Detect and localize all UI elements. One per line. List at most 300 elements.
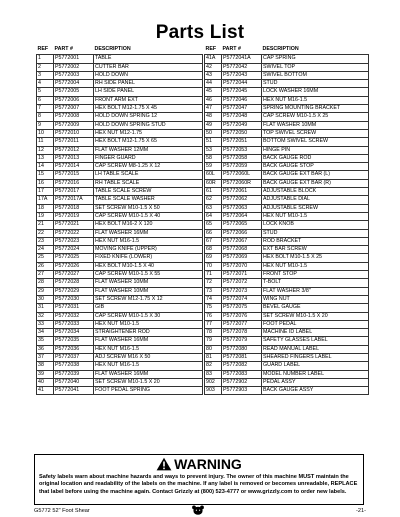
cell-ref: 58 <box>205 154 222 162</box>
col-header-ref: REF <box>205 46 217 52</box>
cell-ref: 82 <box>205 362 222 370</box>
cell-part-number: P5772015 <box>54 171 94 179</box>
table-row <box>37 254 203 262</box>
cell-ref: 17 <box>37 188 54 196</box>
cell-ref: 29 <box>37 287 54 295</box>
cell-part-number: P5772060L <box>222 171 262 179</box>
table-row <box>205 320 369 328</box>
table-row <box>37 287 203 295</box>
cell-part-number: P5772040 <box>54 378 94 386</box>
cell-ref: 41A <box>205 55 222 63</box>
table-row <box>37 204 203 212</box>
cell-part-number: P5772049 <box>222 121 262 129</box>
cell-description: FOOT PEDAL SPRING <box>94 387 203 395</box>
table-row <box>205 353 369 361</box>
table-row <box>37 229 203 237</box>
cell-ref: 8 <box>37 113 54 121</box>
cell-part-number: P5772025 <box>54 254 94 262</box>
cell-description: HEX NUT M10-1.5 <box>262 212 369 220</box>
cell-part-number: P5772046 <box>222 96 262 104</box>
table-row <box>37 304 203 312</box>
parts-table-body-left <box>37 55 203 395</box>
table-row <box>205 129 369 137</box>
warning-text: Safety labels warn about machine hazards and ways to prevent injury. The owner of this machine MUST maintain the original location and readability of the labels on the machine. If any label is removed or becomes unreadable, REPLACE that label before using the machine again. Contact Grizzly at (800) 523-4777 or www.grizzly.com to order new labels. <box>39 474 358 495</box>
cell-ref: 17A <box>37 196 54 204</box>
cell-description: GIB <box>94 304 203 312</box>
cell-description: HEX NUT M10-1.5 <box>94 320 203 328</box>
cell-part-number: P5772031 <box>54 304 94 312</box>
cell-part-number: P5772012 <box>54 146 94 154</box>
table-row <box>205 212 369 220</box>
cell-description: STUD <box>262 80 369 88</box>
cell-ref: 81 <box>205 353 222 361</box>
cell-part-number: P5772069 <box>222 254 262 262</box>
cell-ref: 73 <box>205 287 222 295</box>
cell-description: ADJUSTABLE BLOCK <box>262 188 369 196</box>
table-row <box>205 337 369 345</box>
cell-description: LH SIDE PANEL <box>94 88 203 96</box>
cell-part-number: P5772074 <box>222 295 262 303</box>
cell-description: HEX NUT M16-1.5 <box>94 237 203 245</box>
table-row <box>205 121 369 129</box>
cell-part-number: P5772041 <box>54 387 94 395</box>
cell-ref: 5 <box>37 88 54 96</box>
cell-ref: 48 <box>205 113 222 121</box>
cell-ref: 9 <box>37 121 54 129</box>
cell-part-number: P5772077 <box>222 320 262 328</box>
parts-table-right <box>204 46 369 395</box>
cell-description: MACHINE ID LABEL <box>262 329 369 337</box>
cell-ref: 62 <box>205 196 222 204</box>
cell-part-number: P5772001 <box>54 55 94 63</box>
cell-part-number: P5772068 <box>222 246 262 254</box>
cell-description: FLAT WASHER 10MM <box>262 121 369 129</box>
cell-ref: 36 <box>37 345 54 353</box>
table-row <box>205 138 369 146</box>
cell-ref: 21 <box>37 221 54 229</box>
cell-ref: 7 <box>37 105 54 113</box>
cell-description: ADJUSTABLE DIAL <box>262 196 369 204</box>
cell-ref: 74 <box>205 295 222 303</box>
cell-part-number: P5772041A <box>222 55 262 63</box>
cell-part-number: P5772002 <box>54 63 94 71</box>
cell-part-number: P5772038 <box>54 362 94 370</box>
cell-ref: 16 <box>37 179 54 187</box>
page-number: -21- <box>356 508 366 514</box>
cell-part-number: P5772006 <box>54 96 94 104</box>
cell-part-number: P5772029 <box>54 287 94 295</box>
cell-part-number: P5772075 <box>222 304 262 312</box>
cell-ref: 37 <box>37 353 54 361</box>
cell-description: LH TABLE SCALE <box>94 171 203 179</box>
cell-description: SWIVEL TOP <box>262 63 369 71</box>
cell-ref: 77 <box>205 320 222 328</box>
cell-ref: 41 <box>37 387 54 395</box>
cell-part-number: P5772072 <box>222 279 262 287</box>
cell-ref: 45 <box>205 88 222 96</box>
cell-part-number: P5772028 <box>54 279 94 287</box>
table-row <box>37 121 203 129</box>
cell-part-number: P5772080 <box>222 345 262 353</box>
table-row <box>205 113 369 121</box>
cell-ref: 70 <box>205 262 222 270</box>
cell-description: HEX BOLT M16-2 X 120 <box>94 221 203 229</box>
cell-description: FINGER GUARD <box>94 154 203 162</box>
table-row <box>37 129 203 137</box>
cell-description: RH SIDE PANEL <box>94 80 203 88</box>
table-header-row <box>37 46 203 55</box>
cell-description: HEX NUT M16-1.5 <box>94 362 203 370</box>
cell-part-number: P5772013 <box>54 154 94 162</box>
cell-description: TABLE <box>94 55 203 63</box>
cell-description: MOVING KNIFE (UPPER) <box>94 246 203 254</box>
cell-description: FLAT WASHER 16MM <box>94 370 203 378</box>
cell-part-number: P5772062 <box>222 196 262 204</box>
table-row <box>37 80 203 88</box>
cell-part-number: P5772065 <box>222 221 262 229</box>
table-row <box>37 113 203 121</box>
cell-description: CAP SCREW M10-1.5 X 30 <box>94 312 203 320</box>
table-row <box>37 138 203 146</box>
cell-ref: 22 <box>37 229 54 237</box>
table-row <box>37 370 203 378</box>
cell-description: READ MANUAL LABEL <box>262 345 369 353</box>
cell-description: HINGE PIN <box>262 146 369 154</box>
cell-description: BOTTOM SWIVEL SCREW <box>262 138 369 146</box>
cell-part-number: P5772033 <box>54 320 94 328</box>
cell-description: FRONT ARM EXT <box>94 96 203 104</box>
table-row <box>205 304 369 312</box>
table-row <box>205 196 369 204</box>
cell-description: MODEL NUMBER LABEL <box>262 370 369 378</box>
cell-part-number: P5772048 <box>222 113 262 121</box>
cell-ref: 60L <box>205 171 222 179</box>
table-row <box>37 63 203 71</box>
cell-description: ADJ SCREW M16 X 50 <box>94 353 203 361</box>
cell-ref: 53 <box>205 146 222 154</box>
cell-ref: 4 <box>37 80 54 88</box>
cell-description: FLAT WASHER 16MM <box>94 337 203 345</box>
cell-part-number: P5772005 <box>54 88 94 96</box>
cell-ref: 18 <box>37 204 54 212</box>
cell-part-number: P5772070 <box>222 262 262 270</box>
cell-ref: 43 <box>205 71 222 79</box>
cell-description: HEX NUT M10-1.5 <box>262 262 369 270</box>
cell-part-number: P5772053 <box>222 146 262 154</box>
cell-ref: 23 <box>37 237 54 245</box>
cell-ref: 902 <box>205 378 222 386</box>
cell-description: FRONT STOP <box>262 271 369 279</box>
cell-description: SET SCREW M10-1.5 X 50 <box>94 204 203 212</box>
cell-part-number: P5772034 <box>54 329 94 337</box>
table-row <box>205 229 369 237</box>
cell-part-number: P5772078 <box>222 329 262 337</box>
col-header-description: DESCRIPTION <box>94 46 131 52</box>
table-row <box>37 188 203 196</box>
cell-ref: 40 <box>37 378 54 386</box>
cell-ref: 903 <box>205 387 222 395</box>
table-row <box>205 271 369 279</box>
cell-description: HEX BOLT M10-1.5 X 25 <box>262 254 369 262</box>
cell-part-number: P5772037 <box>54 353 94 361</box>
table-row <box>37 279 203 287</box>
cell-ref: 44 <box>205 80 222 88</box>
cell-ref: 19 <box>37 212 54 220</box>
cell-description: EXT BAR SCREW <box>262 246 369 254</box>
table-row <box>37 154 203 162</box>
cell-description: CAP SCREW M10-1.5 X 55 <box>94 271 203 279</box>
table-row <box>37 337 203 345</box>
cell-ref: 1 <box>37 55 54 63</box>
table-row <box>205 345 369 353</box>
cell-description: TABLE SCALE WASHER <box>94 196 203 204</box>
table-row <box>205 295 369 303</box>
table-row <box>205 329 369 337</box>
cell-part-number: P5772010 <box>54 129 94 137</box>
cell-description: STRAIGHTENER ROD <box>94 329 203 337</box>
cell-description: HEX BOLT M12-1.75 X 65 <box>94 138 203 146</box>
cell-description: SET SCREW M10-1.5 X 20 <box>94 378 203 386</box>
cell-part-number: P5772008 <box>54 113 94 121</box>
table-row <box>37 221 203 229</box>
cell-description: ADJUSTABLE SCREW <box>262 204 369 212</box>
cell-part-number: P5772060R <box>222 179 262 187</box>
cell-part-number: P5772902 <box>222 378 262 386</box>
cell-ref: 32 <box>37 312 54 320</box>
table-row <box>37 271 203 279</box>
cell-part-number: P5772019 <box>54 212 94 220</box>
cell-part-number: P5772083 <box>222 370 262 378</box>
cell-ref: 39 <box>37 370 54 378</box>
cell-ref: 68 <box>205 246 222 254</box>
cell-ref: 59 <box>205 163 222 171</box>
cell-part-number: P5772047 <box>222 105 262 113</box>
cell-part-number: P5772036 <box>54 345 94 353</box>
cell-description: SPRING MOUNTING BRACKET <box>262 105 369 113</box>
table-row <box>205 387 369 395</box>
cell-description: FLAT WASHER 12MM <box>94 146 203 154</box>
cell-ref: 14 <box>37 163 54 171</box>
table-row <box>37 246 203 254</box>
cell-description: CUTTER BAR <box>94 63 203 71</box>
table-row <box>205 378 369 386</box>
cell-description: BEVEL GAUGE <box>262 304 369 312</box>
cell-description: FOOT PEDAL <box>262 320 369 328</box>
cell-ref: 15 <box>37 171 54 179</box>
cell-description: HEX BOLT M12-1.75 X 45 <box>94 105 203 113</box>
cell-description: BACK GAUGE ASSY <box>262 387 369 395</box>
table-row <box>37 312 203 320</box>
cell-ref: 11 <box>37 138 54 146</box>
cell-description: FLAT WASHER 16MM <box>94 229 203 237</box>
cell-part-number: P5772018 <box>54 204 94 212</box>
cell-description: HEX NUT M16-1.5 <box>262 96 369 104</box>
cell-part-number: P5772081 <box>222 353 262 361</box>
cell-description: CAP SCREW M8-1.25 X 12 <box>94 163 203 171</box>
cell-part-number: P5772064 <box>222 212 262 220</box>
table-row <box>205 154 369 162</box>
cell-part-number: P5772011 <box>54 138 94 146</box>
cell-ref: 80 <box>205 345 222 353</box>
cell-description: BACK GAUGE EXT BAR (L) <box>262 171 369 179</box>
table-row <box>37 378 203 386</box>
table-row <box>205 287 369 295</box>
cell-description: RH TABLE SCALE <box>94 179 203 187</box>
cell-description: ROD BRACKET <box>262 237 369 245</box>
cell-description: FLAT WASHER 10MM <box>94 287 203 295</box>
cell-part-number: P5772059 <box>222 163 262 171</box>
cell-part-number: P5772024 <box>54 246 94 254</box>
cell-part-number: P5772032 <box>54 312 94 320</box>
cell-description: TOP SWIVEL SCREW <box>262 129 369 137</box>
table-row <box>205 262 369 270</box>
table-row <box>37 163 203 171</box>
cell-part-number: P5772058 <box>222 154 262 162</box>
cell-part-number: P5772076 <box>222 312 262 320</box>
cell-ref: 63 <box>205 204 222 212</box>
cell-ref: 33 <box>37 320 54 328</box>
cell-ref: 83 <box>205 370 222 378</box>
cell-ref: 13 <box>37 154 54 162</box>
cell-description: CAP SCREW M10-1.5 X 40 <box>94 212 203 220</box>
table-row <box>205 171 369 179</box>
table-row <box>205 96 369 104</box>
table-row <box>205 188 369 196</box>
cell-part-number: P5772009 <box>54 121 94 129</box>
cell-ref: 31 <box>37 304 54 312</box>
table-row <box>205 246 369 254</box>
table-row <box>205 204 369 212</box>
table-row <box>37 179 203 187</box>
cell-ref: 28 <box>37 279 54 287</box>
table-row <box>37 105 203 113</box>
cell-ref: 46 <box>205 96 222 104</box>
cell-part-number: P5772017A <box>54 196 94 204</box>
cell-description: PEDAL ASSY <box>262 378 369 386</box>
cell-part-number: P5772067 <box>222 237 262 245</box>
col-header-ref: REF <box>37 46 49 52</box>
cell-ref: 79 <box>205 337 222 345</box>
table-row <box>37 345 203 353</box>
warning-box <box>34 454 364 505</box>
table-row <box>205 179 369 187</box>
cell-ref: 69 <box>205 254 222 262</box>
cell-description: HEX NUT M16-1.5 <box>94 345 203 353</box>
cell-part-number: P5772007 <box>54 105 94 113</box>
col-header-part: PART # <box>222 46 241 52</box>
cell-part-number: P5772003 <box>54 71 94 79</box>
table-row <box>205 221 369 229</box>
cell-description: SET SCREW M10-1.5 X 20 <box>262 312 369 320</box>
table-row <box>205 163 369 171</box>
cell-part-number: P5772030 <box>54 295 94 303</box>
cell-description: CAP SCREW M10-1.5 X 25 <box>262 113 369 121</box>
cell-ref: 49 <box>205 121 222 129</box>
cell-description: GUARD LABEL <box>262 362 369 370</box>
table-row <box>37 55 203 63</box>
cell-ref: 12 <box>37 146 54 154</box>
cell-ref: 51 <box>205 138 222 146</box>
cell-description: HOLD DOWN SPRING 12 <box>94 113 203 121</box>
cell-description: HEX BOLT M10-1.5 X 40 <box>94 262 203 270</box>
cell-ref: 10 <box>37 129 54 137</box>
table-row <box>37 146 203 154</box>
table-row <box>37 196 203 204</box>
cell-ref: 34 <box>37 329 54 337</box>
cell-description: STUD <box>262 229 369 237</box>
cell-ref: 65 <box>205 221 222 229</box>
cell-part-number: P5772023 <box>54 237 94 245</box>
cell-part-number: P5772079 <box>222 337 262 345</box>
cell-part-number: P5772043 <box>222 71 262 79</box>
cell-part-number: P5772044 <box>222 80 262 88</box>
cell-description: WING NUT <box>262 295 369 303</box>
cell-description: SHEARED FINGERS LABEL <box>262 353 369 361</box>
cell-part-number: P5772042 <box>222 63 262 71</box>
cell-description: BACK GAUGE STOP <box>262 163 369 171</box>
cell-part-number: P5772014 <box>54 163 94 171</box>
parts-table-left <box>36 46 203 395</box>
table-row <box>205 146 369 154</box>
cell-part-number: P5772027 <box>54 271 94 279</box>
cell-description: LOCK WASHER 16MM <box>262 88 369 96</box>
warning-heading: WARNING <box>174 456 242 472</box>
table-row <box>37 329 203 337</box>
cell-part-number: P5772051 <box>222 138 262 146</box>
cell-description: BACK GAUGE EXT BAR (R) <box>262 179 369 187</box>
cell-ref: 3 <box>37 71 54 79</box>
cell-part-number: P5772026 <box>54 262 94 270</box>
cell-part-number: P5772903 <box>222 387 262 395</box>
cell-part-number: P5772082 <box>222 362 262 370</box>
cell-description: CAP SPRING <box>262 55 369 63</box>
cell-ref: 60R <box>205 179 222 187</box>
table-row <box>205 55 369 63</box>
page-title: Parts List <box>155 22 245 43</box>
table-row <box>205 279 369 287</box>
table-row <box>205 63 369 71</box>
col-header-part: PART # <box>54 46 73 52</box>
cell-part-number: P5772066 <box>222 229 262 237</box>
cell-part-number: P5772071 <box>222 271 262 279</box>
table-row <box>37 387 203 395</box>
cell-part-number: P5772061 <box>222 188 262 196</box>
cell-description: HOLD DOWN <box>94 71 203 79</box>
cell-part-number: P5772063 <box>222 204 262 212</box>
cell-description: HEX NUT M12-1.75 <box>94 129 203 137</box>
page-footer <box>34 505 366 515</box>
cell-ref: 38 <box>37 362 54 370</box>
table-row <box>205 254 369 262</box>
cell-ref: 61 <box>205 188 222 196</box>
table-row <box>37 96 203 104</box>
parts-table-body-right <box>205 55 369 395</box>
bear-icon <box>191 505 205 515</box>
cell-ref: 30 <box>37 295 54 303</box>
cell-description: T-BOLT <box>262 279 369 287</box>
cell-part-number: P5772035 <box>54 337 94 345</box>
cell-description: BACK GAUGE ROD <box>262 154 369 162</box>
table-row <box>205 71 369 79</box>
table-row <box>37 88 203 96</box>
cell-description: TABLE SCALE SCREW <box>94 188 203 196</box>
table-row <box>205 312 369 320</box>
table-row <box>37 212 203 220</box>
cell-part-number: P5772017 <box>54 188 94 196</box>
cell-description: SET SCREW M12-1.75 X 12 <box>94 295 203 303</box>
warning-header <box>35 456 363 472</box>
cell-part-number: P5772004 <box>54 80 94 88</box>
